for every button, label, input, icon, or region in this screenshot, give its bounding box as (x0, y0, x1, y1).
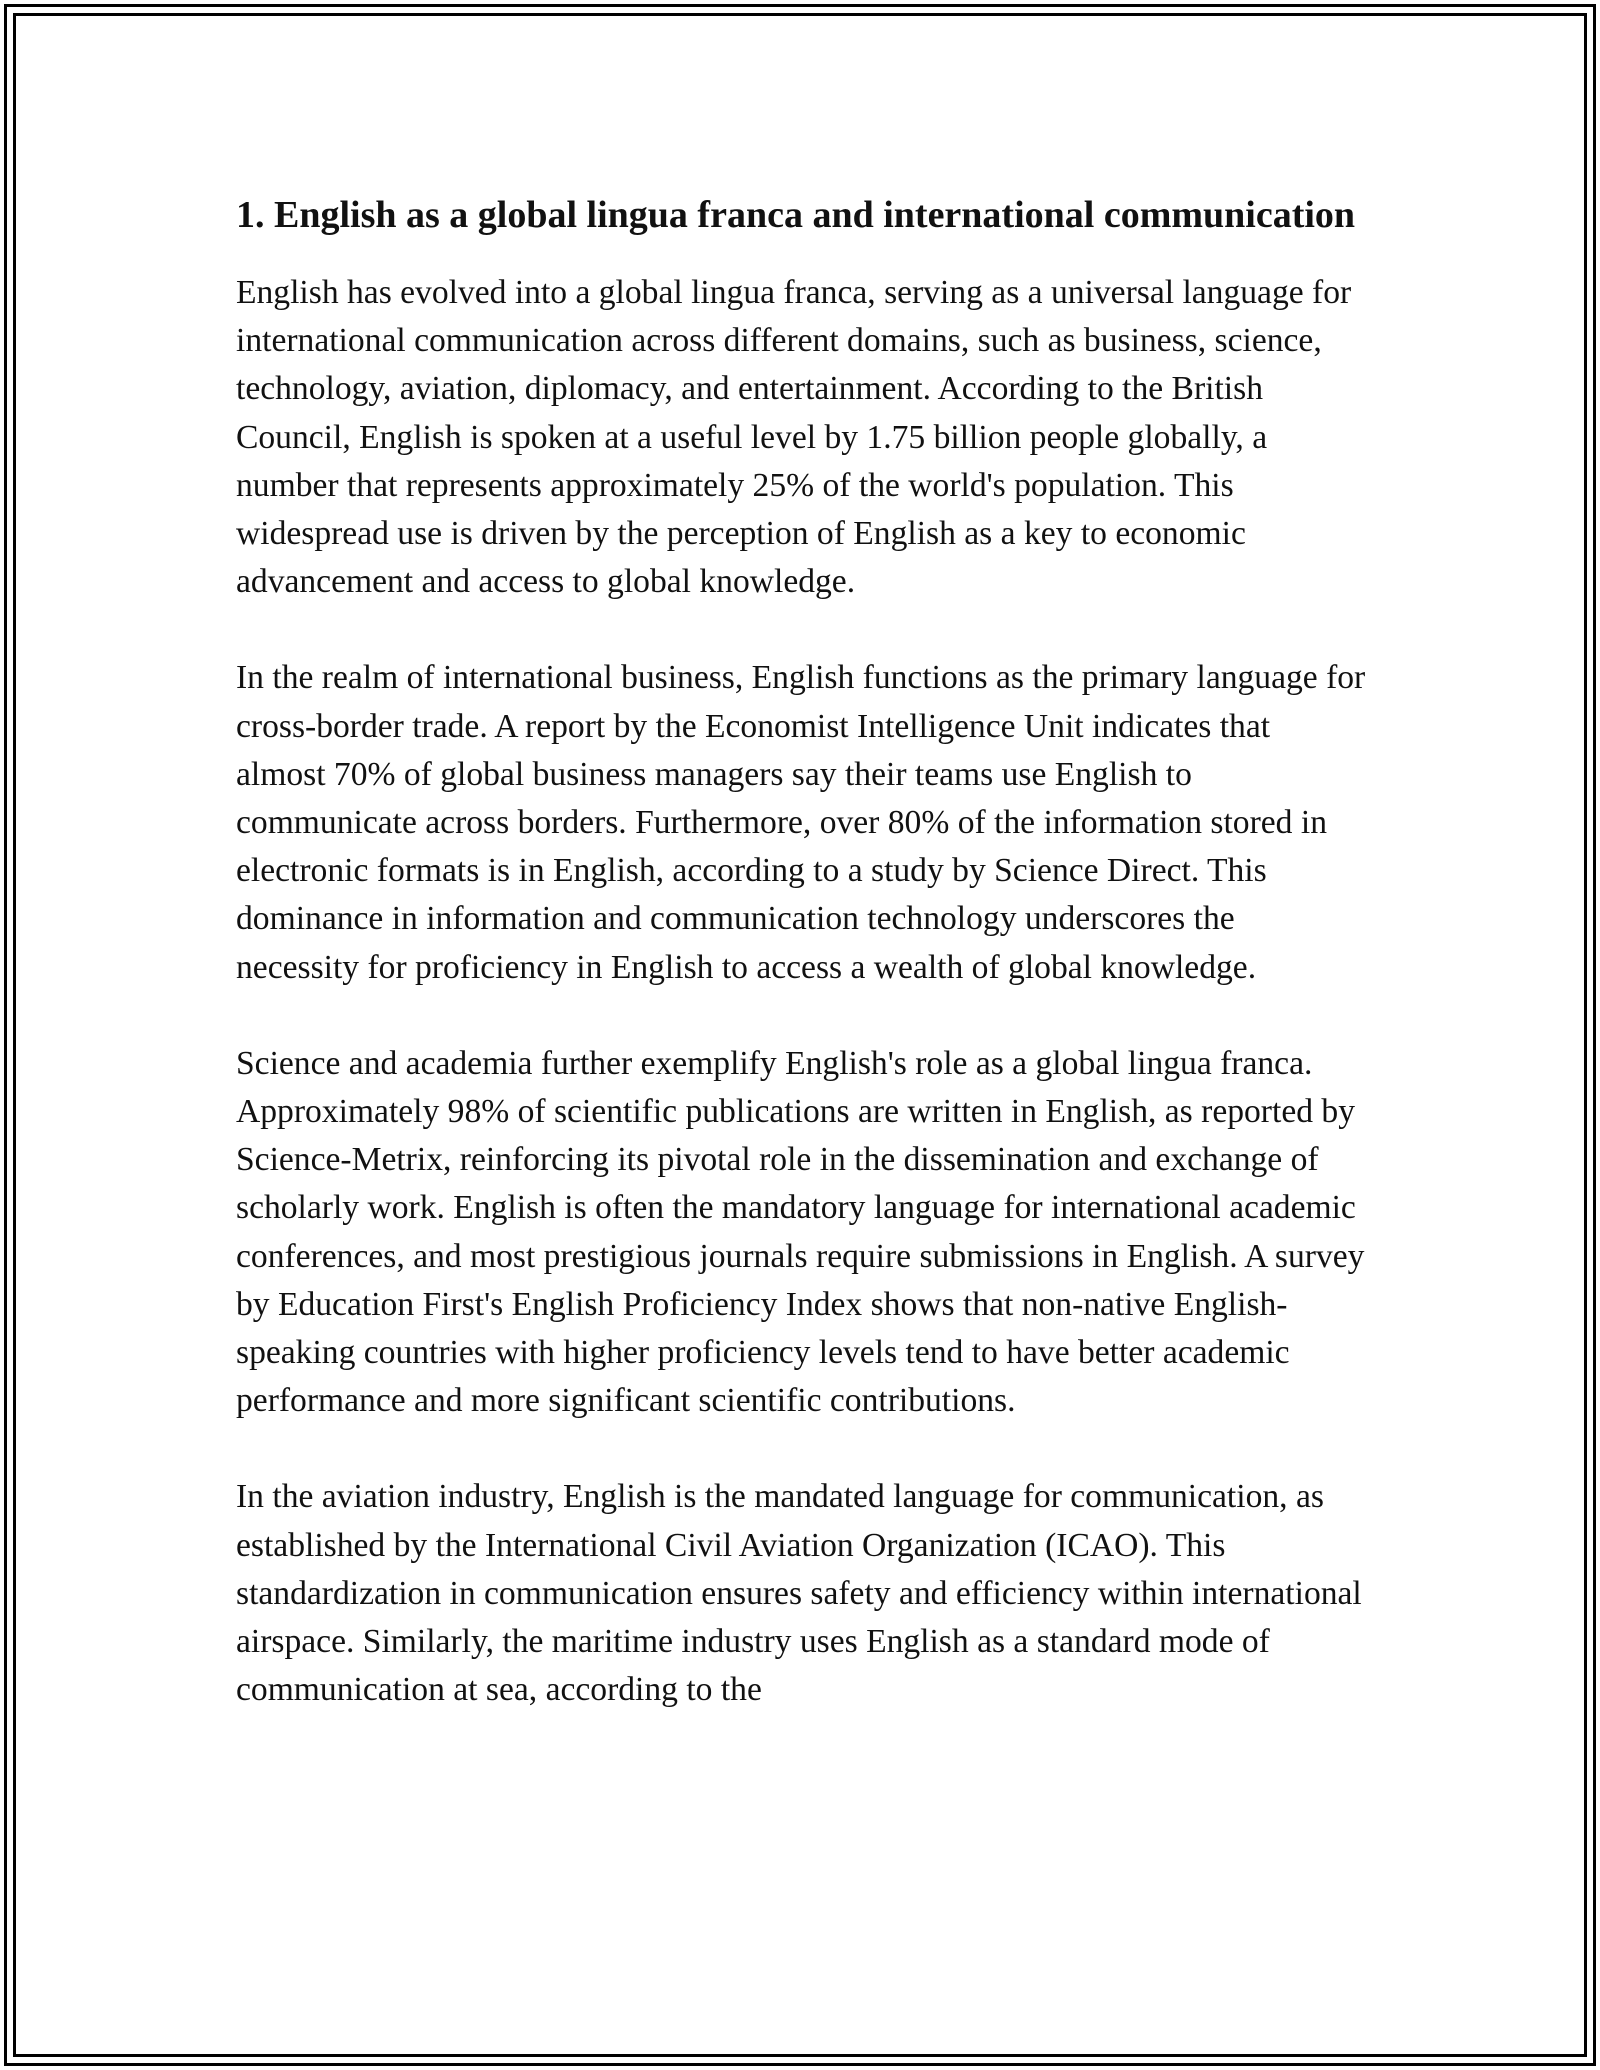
paragraph-1: English has evolved into a global lingua franca, serving as a universal language for international communication across different domains, such as business, science, technology, aviation, diplomacy, and entertainment. According to the British Council, English is spoken at a useful level by 1.75 billion people globally, a number that represents approximately 25% of the world's population. This widespread use is driven by the perception of English as a key to economic advancement and access to global knowledge. (236, 274, 1352, 601)
paragraph-2: In the realm of international business, English functions as the primary language for cross-border trade. A report by the Economist Intelligence Unit indicates that almost 70% of global business managers say their teams use English to communicate across borders. Furthermore, over 80% of the information stored in electronic formats is in English, according to a study by Science Direct. This dominance in information and communication technology underscores the necessity for proficiency in English to access a wealth of global knowledge. (236, 659, 1366, 986)
section-heading: 1. English as a global lingua franca and international communication (236, 194, 1356, 236)
document-body (236, 188, 1366, 1762)
paragraph-4: In the aviation industry, English is the mandated language for communication, as established by the International Civil Aviation Organization (ICAO). This standardization in communication ensures safety and efficiency within international airspace. Similarly, the maritime industry uses English as a standard mode of communication at sea, according to the (236, 1478, 1362, 1709)
paragraph-3: Science and academia further exemplify English's role as a global lingua franca. Approximately 98% of scientific publications are written in English, as reported by Science-Metrix, reinforcing its pivotal role in the dissemination and exchange of scholarly work. English is often the mandatory language for international academic conferences, and most prestigious journals require submissions in English. A survey by Education First's English Proficiency Index shows that non-native English-speaking countries with higher proficiency levels tend to have better academic performance and more significant scientific contributions. (236, 1044, 1365, 1420)
